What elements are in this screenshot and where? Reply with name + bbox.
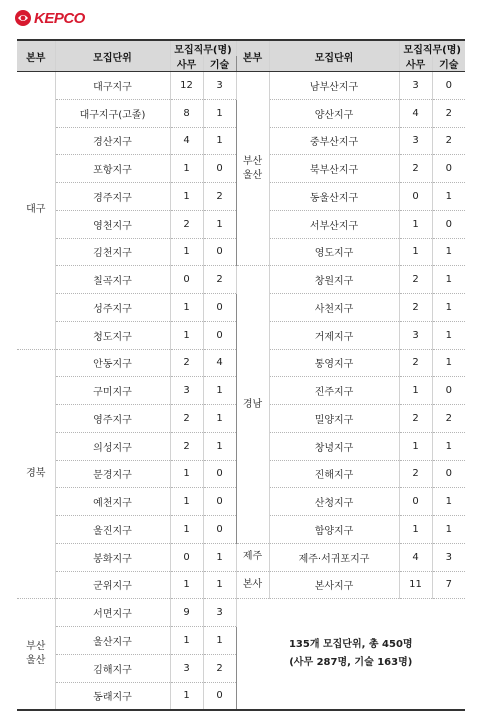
tech-count: 3 bbox=[203, 72, 236, 100]
office-count: 0 bbox=[170, 543, 203, 571]
unit-name: 거제지구 bbox=[269, 321, 399, 349]
table-row bbox=[17, 72, 465, 100]
table-row bbox=[17, 571, 465, 599]
kepco-logo-text: KEPCO bbox=[34, 9, 85, 27]
office-count: 1 bbox=[399, 516, 432, 544]
unit-name: 군위지구 bbox=[55, 571, 170, 599]
office-count: 8 bbox=[170, 99, 203, 127]
office-count: 1 bbox=[399, 377, 432, 405]
tech-count: 2 bbox=[432, 99, 465, 127]
table-row bbox=[17, 599, 465, 627]
unit-name: 동울산지구 bbox=[269, 183, 399, 211]
office-count: 2 bbox=[170, 405, 203, 433]
unit-name: 경산지구 bbox=[55, 127, 170, 155]
office-count: 2 bbox=[399, 266, 432, 294]
office-count: 0 bbox=[399, 488, 432, 516]
header-office-left: 사무 bbox=[170, 56, 203, 72]
header-office-right: 사무 bbox=[399, 56, 432, 72]
group-label-hq: 본사 bbox=[236, 571, 269, 599]
tech-count: 0 bbox=[203, 682, 236, 710]
tech-count: 1 bbox=[432, 516, 465, 544]
tech-count: 1 bbox=[203, 99, 236, 127]
tech-count: 7 bbox=[432, 571, 465, 599]
tech-count: 0 bbox=[432, 72, 465, 100]
office-count: 2 bbox=[399, 405, 432, 433]
unit-name: 통영지구 bbox=[269, 349, 399, 377]
tech-count: 0 bbox=[432, 155, 465, 183]
tech-count: 1 bbox=[432, 183, 465, 211]
tech-count: 2 bbox=[203, 183, 236, 211]
office-count: 3 bbox=[170, 377, 203, 405]
kepco-logo-icon bbox=[14, 9, 32, 27]
office-count: 11 bbox=[399, 571, 432, 599]
office-count: 2 bbox=[399, 349, 432, 377]
office-count: 3 bbox=[399, 127, 432, 155]
summary-line-2: (사무 287명, 기술 163명) bbox=[289, 657, 413, 669]
unit-name: 사천지구 bbox=[269, 294, 399, 322]
office-count: 1 bbox=[399, 210, 432, 238]
office-count: 1 bbox=[170, 682, 203, 710]
unit-name: 영천지구 bbox=[55, 210, 170, 238]
table-row bbox=[17, 266, 465, 294]
header-jobs-right: 모집직무(명) bbox=[399, 40, 465, 56]
group-label-daegu: 대구 bbox=[17, 72, 55, 350]
tech-count: 0 bbox=[203, 460, 236, 488]
tech-count: 1 bbox=[203, 432, 236, 460]
tech-count: 1 bbox=[203, 210, 236, 238]
unit-name: 남부산지구 bbox=[269, 72, 399, 100]
summary-note bbox=[236, 599, 465, 711]
tech-count: 1 bbox=[432, 238, 465, 266]
tech-count: 2 bbox=[203, 654, 236, 682]
office-count: 4 bbox=[170, 127, 203, 155]
unit-name: 구미지구 bbox=[55, 377, 170, 405]
unit-name: 봉화지구 bbox=[55, 543, 170, 571]
unit-name: 포항지구 bbox=[55, 155, 170, 183]
group-label-jeju: 제주 bbox=[236, 543, 269, 571]
unit-name: 제주·서귀포지구 bbox=[269, 543, 399, 571]
office-count: 9 bbox=[170, 599, 203, 627]
office-count: 1 bbox=[170, 488, 203, 516]
office-count: 2 bbox=[399, 294, 432, 322]
tech-count: 0 bbox=[432, 460, 465, 488]
unit-name: 청도지구 bbox=[55, 321, 170, 349]
header-tech-left: 기술 bbox=[203, 56, 236, 72]
tech-count: 1 bbox=[203, 543, 236, 571]
kepco-logo bbox=[14, 8, 85, 28]
tech-count: 1 bbox=[203, 627, 236, 655]
unit-name: 성주지구 bbox=[55, 294, 170, 322]
unit-name: 문경지구 bbox=[55, 460, 170, 488]
tech-count: 1 bbox=[203, 405, 236, 433]
tech-count: 2 bbox=[432, 405, 465, 433]
tech-count: 1 bbox=[432, 321, 465, 349]
tech-count: 1 bbox=[203, 377, 236, 405]
header-tech-right: 기술 bbox=[432, 56, 465, 72]
tech-count: 1 bbox=[203, 127, 236, 155]
office-count: 2 bbox=[170, 349, 203, 377]
tech-count: 0 bbox=[203, 516, 236, 544]
tech-count: 0 bbox=[432, 377, 465, 405]
unit-name: 울산지구 bbox=[55, 627, 170, 655]
tech-count: 1 bbox=[432, 432, 465, 460]
office-count: 1 bbox=[399, 238, 432, 266]
tech-count: 0 bbox=[203, 488, 236, 516]
unit-name: 창녕지구 bbox=[269, 432, 399, 460]
office-count: 3 bbox=[399, 72, 432, 100]
office-count: 12 bbox=[170, 72, 203, 100]
unit-name: 본사지구 bbox=[269, 571, 399, 599]
unit-name: 울진지구 bbox=[55, 516, 170, 544]
office-count: 0 bbox=[399, 183, 432, 211]
unit-name: 북부산지구 bbox=[269, 155, 399, 183]
unit-name: 대구지구(고졸) bbox=[55, 99, 170, 127]
office-count: 3 bbox=[170, 654, 203, 682]
unit-name: 의성지구 bbox=[55, 432, 170, 460]
tech-count: 0 bbox=[203, 294, 236, 322]
table-row bbox=[17, 543, 465, 571]
header-unit-left: 모집단위 bbox=[55, 40, 170, 72]
tech-count: 2 bbox=[432, 127, 465, 155]
office-count: 1 bbox=[170, 238, 203, 266]
header-bonbu-left: 본부 bbox=[17, 40, 55, 72]
unit-name: 진해지구 bbox=[269, 460, 399, 488]
office-count: 1 bbox=[170, 516, 203, 544]
unit-name: 서면지구 bbox=[55, 599, 170, 627]
tech-count: 0 bbox=[203, 321, 236, 349]
office-count: 1 bbox=[170, 571, 203, 599]
office-count: 0 bbox=[170, 266, 203, 294]
unit-name: 서부산지구 bbox=[269, 210, 399, 238]
unit-name: 김천지구 bbox=[55, 238, 170, 266]
unit-name: 진주지구 bbox=[269, 377, 399, 405]
office-count: 2 bbox=[399, 155, 432, 183]
office-count: 1 bbox=[399, 432, 432, 460]
office-count: 4 bbox=[399, 543, 432, 571]
unit-name: 중부산지구 bbox=[269, 127, 399, 155]
group-label-gyeongnam: 경남 bbox=[236, 266, 269, 544]
tech-count: 1 bbox=[203, 571, 236, 599]
tech-count: 3 bbox=[203, 599, 236, 627]
office-count: 1 bbox=[170, 460, 203, 488]
unit-name: 창원지구 bbox=[269, 266, 399, 294]
office-count: 1 bbox=[170, 183, 203, 211]
unit-name: 안동지구 bbox=[55, 349, 170, 377]
group-label-busan-ulsan-right: 부산 울산 bbox=[236, 72, 269, 266]
office-count: 3 bbox=[399, 321, 432, 349]
tech-count: 0 bbox=[203, 238, 236, 266]
unit-name: 경주지구 bbox=[55, 183, 170, 211]
office-count: 2 bbox=[399, 460, 432, 488]
unit-name: 김해지구 bbox=[55, 654, 170, 682]
group-label-gyeongbuk: 경북 bbox=[17, 349, 55, 599]
unit-name: 영도지구 bbox=[269, 238, 399, 266]
unit-name: 양산지구 bbox=[269, 99, 399, 127]
office-count: 1 bbox=[170, 155, 203, 183]
tech-count: 1 bbox=[432, 294, 465, 322]
tech-count: 1 bbox=[432, 266, 465, 294]
tech-count: 0 bbox=[203, 155, 236, 183]
tech-count: 4 bbox=[203, 349, 236, 377]
office-count: 4 bbox=[399, 99, 432, 127]
tech-count: 3 bbox=[432, 543, 465, 571]
unit-name: 영주지구 bbox=[55, 405, 170, 433]
office-count: 2 bbox=[170, 432, 203, 460]
tech-count: 1 bbox=[432, 488, 465, 516]
office-count: 1 bbox=[170, 294, 203, 322]
unit-name: 함양지구 bbox=[269, 516, 399, 544]
tech-count: 0 bbox=[432, 210, 465, 238]
unit-name: 예천지구 bbox=[55, 488, 170, 516]
unit-name: 동래지구 bbox=[55, 682, 170, 710]
unit-name: 칠곡지구 bbox=[55, 266, 170, 294]
header-unit-right: 모집단위 bbox=[269, 40, 399, 72]
unit-name: 산청지구 bbox=[269, 488, 399, 516]
office-count: 1 bbox=[170, 321, 203, 349]
unit-name: 밀양지구 bbox=[269, 405, 399, 433]
office-count: 2 bbox=[170, 210, 203, 238]
unit-name: 대구지구 bbox=[55, 72, 170, 100]
recruitment-table bbox=[17, 39, 465, 711]
office-count: 1 bbox=[170, 627, 203, 655]
header-bonbu-right: 본부 bbox=[236, 40, 269, 72]
group-label-busan-ulsan-left: 부산 울산 bbox=[17, 599, 55, 711]
summary-line-1: 135개 모집단위, 총 450명 bbox=[288, 639, 413, 651]
tech-count: 2 bbox=[203, 266, 236, 294]
tech-count: 1 bbox=[432, 349, 465, 377]
header-jobs-left: 모집직무(명) bbox=[170, 40, 236, 56]
